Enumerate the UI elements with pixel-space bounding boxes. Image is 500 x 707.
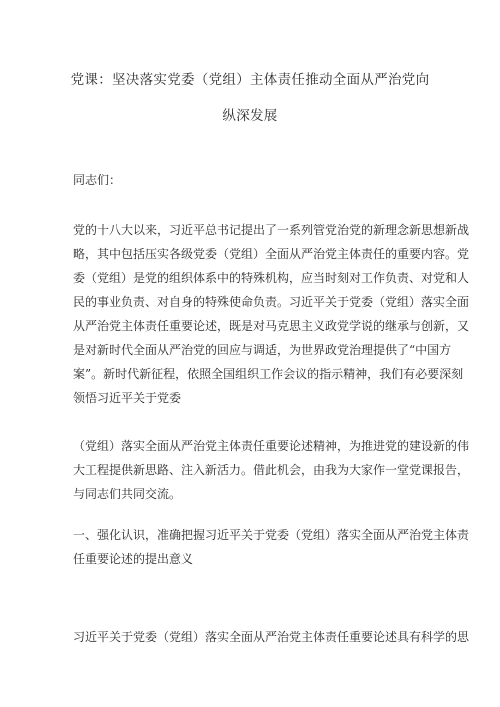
paragraph-line: 案”。新时代新征程，依照全国组织工作会议的指示精神，我们有必要深刻 [73,367,464,381]
paragraph-line: 是对新时代全面从严治党的回应与调适，为世界政党治理提供了“中国方 [73,343,452,357]
paragraph-line: （党组）落实全面从严治党主体责任重要论述精神，为推进党的建设新的伟 [73,439,470,453]
paragraph-line: 习近平关于党委（党组）落实全面从严治党主体责任重要论述具有科学的思 [73,630,470,644]
heading-line: 一、强化认识，准确把握习近平关于党委（党组）落实全面从严治党主体责 [73,528,470,542]
paragraph-3 [73,625,470,649]
paragraph-line: 领悟习近平关于党委 [73,391,182,405]
paragraph-line: 委（党组）是党的组织体系中的特殊机构，应当时刻对工作负责、对党和人 [73,271,470,285]
paragraph-2 [73,434,470,506]
paragraph-line: 民的事业负责、对自身的特殊使命负责。习近平关于党委（党组）落实全面 [73,295,470,309]
greeting: 同志们： [73,173,122,187]
heading-line: 任重要论述的提出意义 [73,552,194,566]
paragraph-line: 大工程提供新思路、注入新活力。借此机会，由我为大家作一堂党课报告， [73,463,470,477]
document-title-line2: 纵深发展 [222,108,278,124]
paragraph-line: 党的十八大以来，习近平总书记提出了一系列管党治党的新理念新思想新战 [73,223,470,237]
document-title-line1: 党课：坚决落实党委（党组）主体责任推动全面从严治党向 [70,72,430,88]
section-heading-1 [73,523,470,571]
paragraph-line: 与同志们共同交流。 [73,487,182,501]
paragraph-line: 略，其中包括压实各级党委（党组）全面从严治党主体责任的重要内容。党 [73,247,470,261]
paragraph-line: 从严治党主体责任重要论述，既是对马克思主义政党学说的继承与创新，又 [73,319,470,333]
paragraph-1 [73,218,470,410]
